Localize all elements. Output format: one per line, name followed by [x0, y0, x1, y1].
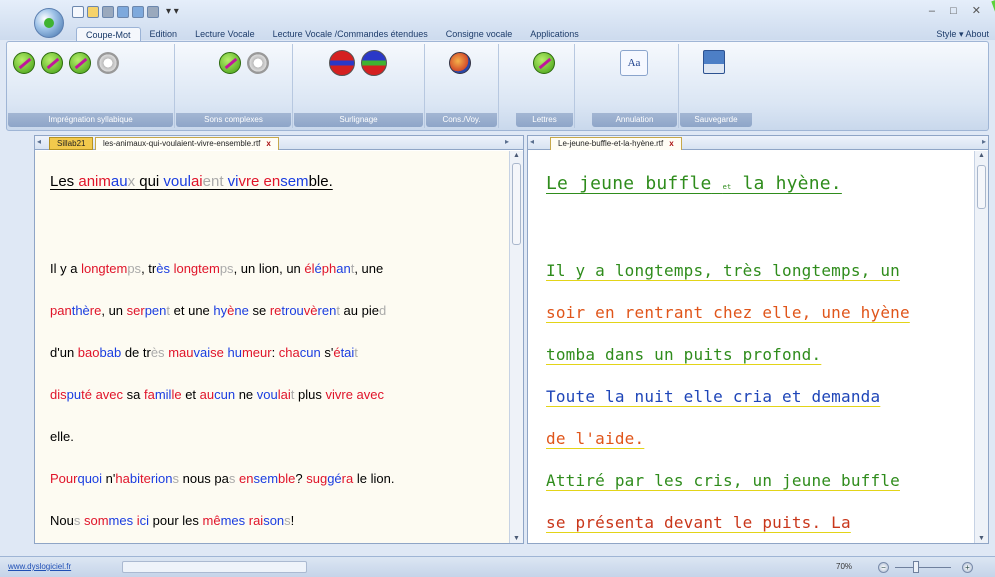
group-cons-voy	[425, 44, 499, 128]
text-segment: ?	[295, 471, 307, 486]
tab-scroll-right-icon[interactable]: ▸	[981, 137, 986, 146]
group-label: Lettres	[516, 113, 573, 127]
text-line	[50, 471, 394, 486]
style-about-menu	[936, 29, 989, 40]
text-segment: t	[336, 303, 340, 318]
text-segment: s	[228, 471, 236, 486]
text-segment: hy	[213, 303, 228, 318]
text-segment: ble	[278, 471, 296, 486]
left-document-pane	[34, 135, 524, 544]
text-segment: , un	[101, 303, 127, 318]
text-segment: dis	[50, 387, 67, 402]
text-segment: é	[333, 345, 341, 360]
left-document-tabs	[35, 136, 523, 150]
text-segment: quoi	[77, 471, 103, 486]
text-segment: ph	[321, 261, 337, 276]
zoom-out-icon[interactable]: −	[878, 562, 889, 573]
text-segment: Nou	[50, 513, 74, 528]
zoom-level: 70%	[836, 562, 853, 571]
text-segment: vre	[334, 387, 353, 402]
text-segment: mau	[168, 345, 194, 360]
text-segment: re	[269, 303, 282, 318]
text-segment: au	[199, 387, 215, 402]
text-segment: pen	[144, 303, 167, 318]
text-segment: pan	[50, 303, 72, 318]
highlight-red-blue-icon[interactable]	[329, 50, 355, 76]
title-segment: et	[722, 183, 732, 191]
text-segment: té	[81, 387, 92, 402]
scroll-up-icon[interactable]: ▲	[978, 152, 985, 159]
text-segment: vè	[303, 303, 318, 318]
text-segment: voul	[163, 173, 191, 190]
text-segment: long	[81, 261, 106, 276]
status-bar	[0, 556, 995, 577]
text-segment: !	[290, 513, 295, 528]
text-segment: ès	[156, 261, 174, 276]
text-line	[50, 429, 74, 444]
about-menu-button[interactable]: About	[965, 29, 989, 39]
group-label: Imprégnation syllabique	[8, 113, 173, 127]
text-segment: , une	[354, 261, 384, 276]
status-progress-field	[122, 561, 307, 573]
style-menu-button[interactable]: Style	[936, 29, 957, 39]
text-segment: anim	[78, 173, 111, 190]
text-segment: fa	[144, 387, 155, 402]
text-segment: d'un	[50, 345, 78, 360]
save-as-icon[interactable]	[132, 6, 144, 18]
text-segment: au	[110, 173, 128, 190]
text-segment: trou	[281, 303, 304, 318]
syllable-color-icon-1[interactable]	[13, 52, 35, 74]
text-line: Il y a longtemps, très longtemps, un	[546, 261, 900, 280]
text-line	[50, 387, 384, 402]
text-segment: :	[271, 345, 279, 360]
text-segment: ci	[139, 513, 150, 528]
zoom-in-icon[interactable]: +	[962, 562, 973, 573]
text-segment: cha	[278, 345, 300, 360]
text-segment: vi	[325, 387, 335, 402]
text-segment: ent	[202, 173, 224, 190]
text-segment: sem	[280, 173, 309, 190]
text-segment: ren	[317, 303, 337, 318]
text-segment: ne	[235, 387, 257, 402]
consonant-vowel-icon[interactable]	[449, 52, 471, 74]
text-line: soir en rentrant chez elle, une hyène	[546, 303, 910, 322]
text-segment: qui	[135, 173, 164, 190]
scroll-thumb[interactable]	[512, 163, 521, 245]
text-segment: d	[378, 303, 387, 318]
tab-lecture-vocale[interactable]: Lecture Vocale	[195, 29, 255, 39]
text-segment: re	[89, 303, 102, 318]
scroll-down-icon[interactable]: ▼	[513, 535, 520, 542]
tab-edition[interactable]: Edition	[149, 29, 178, 39]
tab-left-document[interactable]	[95, 137, 279, 150]
text-segment: an	[336, 261, 351, 276]
text-segment: Il y a	[50, 261, 82, 276]
text-segment: a	[356, 387, 364, 402]
letters-icon[interactable]	[533, 52, 555, 74]
text-segment: lai	[277, 387, 291, 402]
tab-consigne-vocale[interactable]: Consigne vocale	[445, 29, 513, 39]
text-segment: long	[173, 261, 199, 276]
tab-left-document-label: les-animaux-qui-voulaient-vivre-ensemble.rtf	[103, 139, 261, 148]
tab-scroll-right-icon[interactable]: ▸	[504, 137, 509, 146]
text-segment: s'	[320, 345, 334, 360]
right-document-page[interactable]	[528, 151, 974, 543]
scroll-up-icon[interactable]: ▲	[513, 152, 520, 159]
text-segment: tem	[105, 261, 128, 276]
tab-applications[interactable]: Applications	[530, 29, 579, 39]
tab-coupe-mot[interactable]: Coupe-Mot	[76, 27, 141, 42]
text-segment: s	[284, 513, 291, 528]
text-segment: bab	[99, 345, 122, 360]
window-controls[interactable]: ‒ □ ✕	[928, 5, 987, 17]
save-disk-icon[interactable]	[703, 50, 725, 74]
zoom-slider[interactable]	[895, 567, 951, 568]
right-document-tabs	[528, 136, 988, 150]
right-document-pane	[527, 135, 989, 544]
chevron-down-icon: ▾	[958, 29, 966, 39]
text-segment: te	[139, 471, 151, 486]
left-document-page[interactable]	[35, 151, 509, 543]
close-icon[interactable]: x	[266, 139, 271, 148]
tools-icon[interactable]	[102, 6, 114, 18]
text-line	[50, 303, 386, 318]
text-segment: ès	[150, 345, 165, 360]
text-segment: en	[259, 173, 281, 190]
customize-toolbar-icon[interactable]: ▾ ▾	[166, 6, 179, 17]
group-sons-complexes	[175, 44, 293, 128]
text-segment: de tr	[121, 345, 151, 360]
highlight-multicolor-icon[interactable]	[361, 50, 387, 76]
open-folder-icon[interactable]	[87, 6, 99, 18]
print-icon[interactable]	[147, 6, 159, 18]
quick-access-toolbar	[72, 6, 179, 18]
text-segment: tai	[340, 345, 355, 360]
text-segment: t	[290, 387, 295, 402]
text-segment: ai	[190, 173, 203, 190]
group-sauvegarde	[679, 44, 753, 128]
text-segment: elle.	[50, 429, 74, 444]
document-title	[546, 173, 842, 194]
text-segment: rion	[150, 471, 173, 486]
text-segment: nous pa	[179, 471, 229, 486]
tab-scroll-left-icon[interactable]: ◂	[530, 137, 535, 146]
text-segment: ble.	[308, 173, 333, 190]
text-segment: et une	[170, 303, 214, 318]
text-segment: cun	[214, 387, 236, 402]
text-segment: gé	[327, 471, 342, 486]
tab-right-document-label: Le-jeune-buffle-et-la-hyène.rtf	[558, 139, 664, 148]
group-surlignage	[293, 44, 425, 128]
text-line: Attiré par les cris, un jeune buffle	[546, 471, 900, 490]
title-segment: Le jeune buffle	[546, 173, 712, 194]
text-segment: vre	[238, 173, 260, 190]
text-segment: cun	[299, 345, 321, 360]
undo-format-icon[interactable]: Aa	[620, 50, 648, 76]
text-segment: n'	[102, 471, 116, 486]
text-segment: Pour	[50, 471, 78, 486]
text-segment: vec	[102, 387, 124, 402]
text-segment: ps	[127, 261, 142, 276]
text-segment: pu	[66, 387, 82, 402]
text-line: tomba dans un puits profond.	[546, 345, 822, 364]
text-segment: è	[227, 303, 235, 318]
text-segment: sug	[306, 471, 328, 486]
tab-lecture-vocale-commandes[interactable]: Lecture Vocale /Commandes étendues	[272, 29, 428, 39]
app-menu-button[interactable]	[34, 8, 64, 38]
text-line	[50, 513, 294, 528]
group-label: Sauvegarde	[680, 113, 752, 127]
text-segment: pour les	[149, 513, 203, 528]
group-lettres	[515, 44, 575, 128]
text-segment: é	[314, 261, 322, 276]
text-segment: Les	[50, 173, 79, 190]
save-icon[interactable]	[117, 6, 129, 18]
text-segment: vai	[193, 345, 211, 360]
scroll-thumb[interactable]	[977, 165, 986, 209]
group-label: Cons./Voy.	[426, 113, 497, 127]
text-segment: meur	[241, 345, 272, 360]
text-segment: mes	[220, 513, 246, 528]
text-segment: t	[354, 345, 358, 360]
text-line: Toute la nuit elle cria et demanda	[546, 387, 881, 406]
ribbon-tabs	[76, 27, 588, 42]
text-segment: hu	[227, 345, 242, 360]
zoom-slider-thumb[interactable]	[913, 561, 919, 573]
text-segment: ra	[341, 471, 354, 486]
title-bar	[0, 0, 995, 40]
tab-scroll-left-icon[interactable]: ◂	[37, 137, 42, 146]
group-label: Sons complexes	[176, 113, 291, 127]
group-annulation	[591, 44, 679, 128]
syllable-settings-gear-icon[interactable]	[97, 52, 119, 74]
text-segment: thè	[71, 303, 90, 318]
syllable-color-icon-3[interactable]	[69, 52, 91, 74]
syllable-color-icon-2[interactable]	[41, 52, 63, 74]
text-segment: a	[95, 387, 103, 402]
website-link[interactable]: www.dyslogiciel.fr	[8, 562, 72, 571]
text-segment: s	[73, 513, 81, 528]
text-segment: ha	[115, 471, 130, 486]
text-segment: ne	[234, 303, 249, 318]
complex-sounds-gear-icon[interactable]	[247, 52, 269, 74]
text-segment: mes	[108, 513, 134, 528]
ribbon-panel	[6, 41, 989, 131]
text-segment: mil	[154, 387, 172, 402]
text-segment: rai	[248, 513, 264, 528]
scroll-down-icon[interactable]: ▼	[978, 535, 985, 542]
text-segment: plus	[294, 387, 326, 402]
text-segment: él	[304, 261, 315, 276]
text-segment: et	[181, 387, 200, 402]
left-vertical-scrollbar[interactable]	[509, 151, 523, 543]
text-segment: x	[127, 173, 136, 190]
close-icon[interactable]: x	[669, 139, 674, 148]
text-segment: se	[248, 303, 270, 318]
group-label: Annulation	[592, 113, 677, 127]
title-segment: la hyène.	[742, 173, 842, 194]
text-segment: vi	[227, 173, 239, 190]
text-segment: le	[171, 387, 182, 402]
text-segment: i	[136, 513, 140, 528]
text-segment: vou	[256, 387, 278, 402]
complex-sounds-icon[interactable]	[219, 52, 241, 74]
text-segment: vec	[363, 387, 385, 402]
text-segment: t	[166, 303, 171, 318]
text-line: de l'aide.	[546, 429, 645, 448]
text-segment: en	[239, 471, 254, 486]
text-segment: ps	[219, 261, 234, 276]
text-segment: som	[83, 513, 109, 528]
text-segment: t	[350, 261, 355, 276]
right-vertical-scrollbar[interactable]	[974, 151, 988, 543]
text-segment: mê	[202, 513, 221, 528]
text-segment: son	[263, 513, 285, 528]
document-title	[50, 173, 333, 190]
new-document-icon[interactable]	[72, 6, 84, 18]
group-label: Surlignage	[294, 113, 423, 127]
text-segment: le lion.	[353, 471, 395, 486]
app-logo-icon	[44, 18, 54, 28]
text-line	[50, 345, 358, 360]
text-segment: se	[210, 345, 224, 360]
text-segment: bi	[129, 471, 140, 486]
group-impregnation-syllabique	[7, 44, 175, 128]
text-segment: au pie	[339, 303, 379, 318]
tab-sillab21[interactable]: Sillab21	[49, 137, 93, 150]
text-segment: sem	[253, 471, 279, 486]
text-segment: ser	[126, 303, 145, 318]
text-segment: s	[172, 471, 179, 486]
text-segment: , tr	[141, 261, 157, 276]
text-line	[50, 261, 383, 276]
text-line: se présenta devant le puits. La	[546, 513, 851, 532]
text-segment: bao	[77, 345, 100, 360]
tab-right-document[interactable]	[550, 137, 682, 150]
text-segment: , un lion, un	[233, 261, 305, 276]
text-segment: tem	[198, 261, 220, 276]
text-segment: sa	[123, 387, 144, 402]
